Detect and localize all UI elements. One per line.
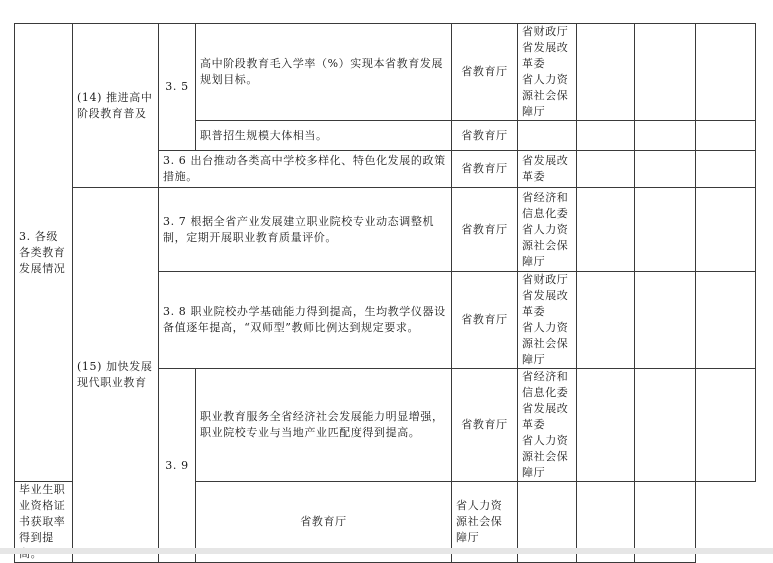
- coop-dept-cell: 省财政厅 省发展改革委 省人力资源社会保障厅: [518, 272, 577, 369]
- coop-dept-cell: 省人力资源社会保障厅: [452, 482, 518, 563]
- item-content-cell: 3. 6 出台推动各类高中学校多样化、特色化发展的政策措施。: [159, 151, 452, 188]
- item-content-cell: 职业教育服务全省经济社会发展能力明显增强，职业院校专业与当地产业匹配度得到提高。: [196, 369, 452, 482]
- table-row: [15, 24, 756, 121]
- category-cell: 3. 各级各类教育发展情况: [15, 24, 73, 482]
- lead-dept-cell: 省教育厅: [452, 151, 518, 188]
- coop-dept-cell: 省发展改革委: [518, 151, 577, 188]
- coop-dept-cell: 省经济和信息化委 省发展改革委 省人力资源社会保障厅: [518, 369, 577, 482]
- empty-cell: [577, 272, 635, 369]
- empty-cell: [577, 121, 635, 151]
- empty-cell: [635, 369, 696, 482]
- subitem-14-cell: (14) 推进高中阶段教育普及: [73, 24, 159, 188]
- coop-dept-cell: 省财政厅 省发展改革委 省人力资源社会保障厅: [518, 24, 577, 121]
- empty-cell: [577, 24, 635, 121]
- item-content-cell: 毕业生职业资格证书获取率得到提: [15, 482, 73, 563]
- empty-cell: [696, 272, 756, 369]
- empty-cell: [696, 369, 756, 482]
- lead-dept-cell: 省教育厅: [452, 272, 518, 369]
- evaluation-table: [14, 23, 756, 563]
- empty-cell: [635, 121, 696, 151]
- item-number-3-9: 3. 9: [159, 369, 196, 563]
- empty-cell: [696, 151, 756, 188]
- subitem-15-cell: (15) 加快发展现代职业教育: [73, 188, 159, 563]
- empty-cell: [635, 272, 696, 369]
- empty-cell: [577, 188, 635, 272]
- lead-dept-cell: 省教育厅: [452, 188, 518, 272]
- empty-cell: [518, 121, 577, 151]
- item-number-3-5: 3. 5: [159, 24, 196, 151]
- item-content-cell: 职普招生规模大体相当。: [196, 121, 452, 151]
- empty-cell: [635, 24, 696, 121]
- page-bottom-edge: [0, 548, 773, 554]
- table-row: [15, 188, 756, 272]
- lead-dept-cell: 省教育厅: [452, 24, 518, 121]
- coop-dept-cell: 省经济和信息化委 省人力资源社会保障厅: [518, 188, 577, 272]
- empty-cell: [696, 188, 756, 272]
- empty-cell: [635, 188, 696, 272]
- lead-dept-cell: 省教育厅: [452, 121, 518, 151]
- empty-cell: [635, 151, 696, 188]
- lead-dept-cell: 省教育厅: [196, 482, 452, 563]
- item-content-cell: 3. 7 根据全省产业发展建立职业院校专业动态调整机制，定期开展职业教育质量评价。: [159, 188, 452, 272]
- item-content-cell: 3. 8 职业院校办学基础能力得到提高，生均教学仪器设备值逐年提高，“双师型”教师比例达到规定要求。: [159, 272, 452, 369]
- empty-cell: [577, 151, 635, 188]
- item-content-cell: 高中阶段教育毛入学率（%）实现本省教育发展规划目标。: [196, 24, 452, 121]
- empty-cell: [696, 121, 756, 151]
- empty-cell: [696, 24, 756, 121]
- lead-dept-cell: 省教育厅: [452, 369, 518, 482]
- empty-cell: [577, 369, 635, 482]
